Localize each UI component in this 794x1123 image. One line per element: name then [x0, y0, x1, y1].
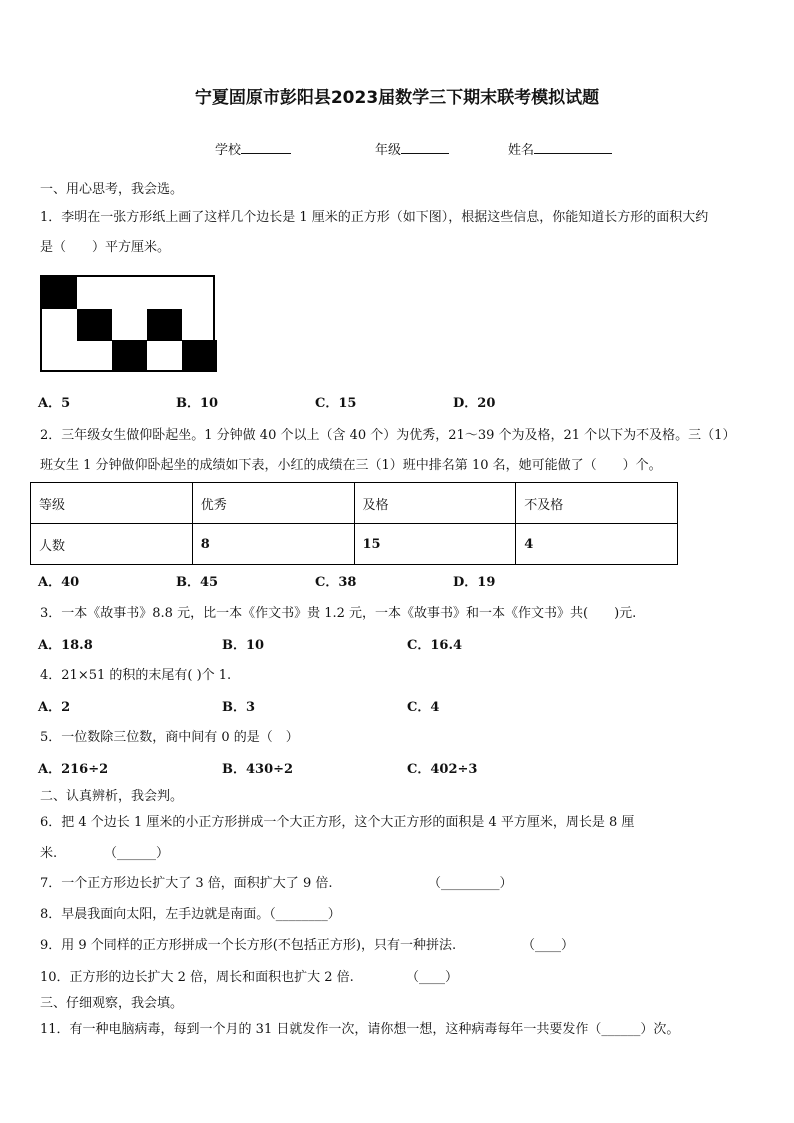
q3-option-c[interactable]: C．16.4: [407, 638, 463, 653]
q2-option-a[interactable]: A．40: [38, 575, 80, 590]
q5-option-c[interactable]: C．402÷3: [407, 762, 478, 777]
table-cell: 15: [354, 524, 516, 565]
q6-answer-blank[interactable]: （______）: [104, 846, 170, 861]
q1-text-line1: 1．李明在一张方形纸上画了这样几个边长是 1 厘米的正方形（如下图），根据这些信息，你能知道长方形的面积大约: [40, 210, 709, 225]
q3-text: 3．一本《故事书》8.8 元，比一本《作文书》贵 1.2 元，一本《故事书》和一本《作文书》共( )元.: [40, 606, 637, 621]
q2-option-b[interactable]: B．45: [176, 575, 219, 590]
table-row: [31, 524, 678, 565]
q4-text: 4．21×51 的积的末尾有( )个 1.: [40, 668, 232, 683]
table-cell: 等级: [31, 483, 193, 524]
q9-answer-blank[interactable]: （____）: [522, 938, 575, 953]
q3-option-b[interactable]: B．10: [222, 638, 265, 653]
q10-text: 10．正方形的边长扩大 2 倍，周长和面积也扩大 2 倍.: [40, 970, 354, 985]
q1-option-d[interactable]: D．20: [453, 396, 496, 411]
q1-text-line2: 是（ ）平方厘米。: [40, 240, 171, 255]
q5-option-a[interactable]: A．216÷2: [38, 762, 109, 777]
table-cell: 及格: [354, 483, 516, 524]
q3-option-a[interactable]: A．18.8: [38, 638, 93, 653]
rectangle-grid-figure: [40, 275, 215, 372]
q5-option-b[interactable]: B．430÷2: [222, 762, 294, 777]
table-cell: 4: [516, 524, 678, 565]
q11-text: 11．有一种电脑病毒，每到一个月的 31 日就发作一次，请你想一想，这种病毒每年一共要发作（______）次。: [40, 1022, 680, 1037]
q1-option-b[interactable]: B．10: [176, 396, 219, 411]
q5-text: 5．一位数除三位数，商中间有 0 的是（ ）: [40, 730, 299, 745]
table-cell: 人数: [31, 524, 193, 565]
name-field[interactable]: [508, 141, 612, 159]
school-field[interactable]: [215, 141, 291, 159]
unit-square: [182, 340, 217, 372]
q7-text: 7．一个正方形边长扩大了 3 倍，面积扩大了 9 倍.: [40, 876, 333, 891]
section-2-heading: 二、认真辨析，我会判。: [40, 789, 184, 804]
q1-option-c[interactable]: C．15: [315, 396, 357, 411]
q4-option-a[interactable]: A．2: [38, 700, 71, 715]
q1-option-a[interactable]: A．5: [38, 396, 71, 411]
q10-answer-blank[interactable]: （____）: [406, 970, 459, 985]
table-cell: 不及格: [516, 483, 678, 524]
grade-field[interactable]: [375, 141, 449, 159]
grade-label: 年级: [375, 143, 402, 158]
q8-text: 8．早晨我面向太阳，左手边就是南面。（________）: [40, 907, 341, 922]
section-1-heading: 一、用心思考，我会选。: [40, 182, 184, 197]
unit-square: [42, 277, 77, 309]
q4-option-b[interactable]: B．3: [222, 700, 256, 715]
section-3-heading: 三、仔细观察，我会填。: [40, 996, 184, 1011]
unit-square: [147, 309, 182, 341]
page-title: 宁夏固原市彭阳县2023届数学三下期末联考模拟试题: [194, 88, 600, 108]
q2-text-line1: 2．三年级女生做仰卧起坐。1 分钟做 40 个以上（含 40 个）为优秀，21～39 个为及格，21 个以下为不及格。三（1）: [40, 428, 736, 443]
table-cell: 优秀: [192, 483, 354, 524]
table-row: [31, 483, 678, 524]
unit-square: [112, 340, 147, 372]
q6-text-line2: 米.: [40, 846, 58, 861]
q4-option-c[interactable]: C．4: [407, 700, 440, 715]
unit-square: [77, 309, 112, 341]
q7-answer-blank[interactable]: （_________）: [428, 876, 513, 891]
q2-option-c[interactable]: C．38: [315, 575, 357, 590]
school-label: 学校: [215, 143, 242, 158]
q9-text: 9．用 9 个同样的正方形拼成一个长方形(不包括正方形)，只有一种拼法.: [40, 938, 457, 953]
q2-option-d[interactable]: D．19: [453, 575, 496, 590]
score-table: [30, 482, 678, 565]
q2-text-line2: 班女生 1 分钟做仰卧起坐的成绩如下表，小红的成绩在三（1）班中排名第 10 名，她可能做了（ ）个。: [40, 458, 662, 473]
table-cell: 8: [192, 524, 354, 565]
name-label: 姓名: [508, 143, 535, 158]
q6-text-line1: 6．把 4 个边长 1 厘米的小正方形拼成一个大正方形，这个大正方形的面积是 4 平方厘米，周长是 8 厘: [40, 815, 635, 830]
